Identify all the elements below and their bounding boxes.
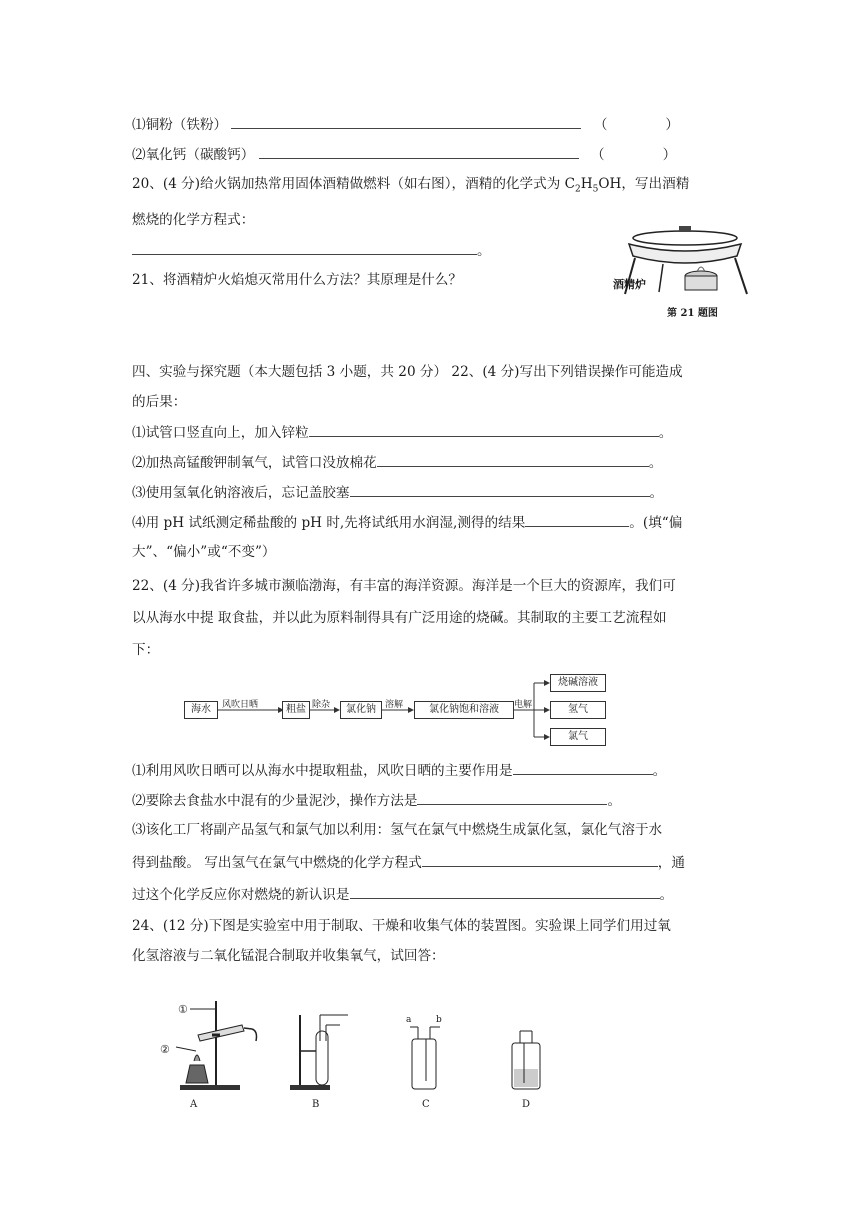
q19-item2: ⑵氧化钙（碳酸钙） （ ） — [132, 144, 676, 165]
q21-text: 21、将酒精炉火焰熄灭常用什么方法？其原理是什么？ — [132, 272, 462, 288]
flow-box-crude-salt: 粗盐 — [282, 701, 310, 719]
q24-line2: 化氢溶液与二氧化锰混合制取并收集氧气，试回答： — [132, 948, 445, 964]
flow-step-label: 溶解 — [385, 700, 404, 710]
answer-blank — [350, 884, 660, 899]
answer-blank — [525, 512, 629, 527]
q23-item3-line1: ⑶该化工厂将副产品氢气和氯气加以利用：氢气在氯气中燃烧生成氯化氢，氯化气溶于水 — [132, 822, 663, 838]
caption-C: C — [422, 1099, 430, 1110]
q20-answer-line: 。 — [132, 240, 491, 261]
section4-line1: 四、实验与探究题（本大题包括 3 小题，共 20 分） 22、(4 分)写出下列错误操作可能造成 — [132, 364, 683, 380]
marker-2: ② — [160, 1043, 170, 1056]
answer-blank — [513, 760, 653, 775]
apparatus-illustrations — [140, 995, 580, 1115]
q23-item3-line3: 过这个化学反应你对燃烧的新认识是 。 — [132, 884, 673, 905]
flow-output-hydrogen: 氢气 — [550, 701, 606, 719]
s4-item2: ⑵加热高锰酸钾制氧气，试管口没放棉花 。 — [132, 452, 662, 473]
answer-blank — [377, 452, 649, 467]
caption-B: B — [312, 1099, 320, 1110]
label-b: b — [436, 1015, 442, 1025]
flow-output-chlorine: 氯气 — [550, 728, 606, 746]
apparatus-figure — [140, 995, 580, 1115]
answer-blank — [309, 422, 659, 437]
s4-item1: ⑴试管口竖直向上，加入锌粒 。 — [132, 422, 672, 443]
flow-box-saturated-solution: 氯化钠饱和溶液 — [414, 701, 514, 719]
flow-arrows — [182, 670, 612, 750]
q23-line1: 22、(4 分)我省许多城市濒临渤海，有丰富的海洋资源。海洋是一个巨大的资源库，我们可 — [132, 578, 676, 594]
q23-item2: ⑵要除去食盐水中混有的少量泥沙，操作方法是 。 — [132, 790, 621, 811]
answer-blank — [132, 240, 477, 255]
marker-1: ① — [178, 1003, 188, 1016]
caption-A: A — [190, 1099, 198, 1110]
answer-blank — [350, 482, 650, 497]
s4-item4: ⑷用 pH 试纸测定稀盐酸的 pH 时,先将试纸用水润湿,测得的结果 。(填“偏 — [132, 512, 682, 533]
process-flow-diagram — [182, 670, 612, 750]
s4-item4-line2: 大”、“偏小”或“不变”） — [132, 544, 276, 560]
q20-line2: 燃烧的化学方程式： — [132, 212, 255, 228]
section4-line2: 的后果： — [132, 394, 187, 410]
q20-line1: 20、(4 分)给火锅加热常用固体酒精做燃料（如右图），酒精的化学式为 $C_2H_5OH$，写出酒精 — [132, 176, 690, 195]
flow-step-label: 除杂 — [312, 700, 331, 710]
answer-blank — [417, 790, 607, 805]
q24-line1: 24、(12 分)下图是实验室中用于制取、干燥和收集气体的装置图。实验课上同学们用过氧 — [132, 918, 671, 934]
q23-line3: 下： — [132, 642, 160, 658]
flow-step-label: 风吹日晒 — [222, 700, 259, 710]
flow-step-label: 电解 — [514, 700, 533, 710]
flow-output-caustic-soda: 烧碱溶液 — [550, 674, 606, 692]
answer-blank — [422, 852, 658, 867]
q23-item3-line2: 得到盐酸。 写出氢气在氯气中燃烧的化学方程式 ，通 — [132, 852, 685, 873]
q23-line2: 以从海水中提 取食盐，并以此为原料制得具有广泛用途的烧碱。其制取的主要工艺流程如 — [132, 610, 667, 626]
q23-item1: ⑴利用风吹日晒可以从海水中提取粗盐，风吹日晒的主要作用是 。 — [132, 760, 666, 781]
flow-box-seawater: 海水 — [184, 701, 218, 719]
q19-item1: ⑴铜粉（铁粉） （ ） — [132, 114, 679, 135]
answer-blank — [259, 144, 579, 159]
caption-D: D — [522, 1099, 531, 1110]
alcohol-burner-figure: 酒精炉 第 21 题图 — [605, 222, 765, 322]
flow-box-sodium-chloride: 氯化钠 — [340, 701, 382, 719]
label-a: a — [406, 1015, 412, 1025]
s4-item3: ⑶使用氢氧化钠溶液后，忘记盖胶塞 。 — [132, 482, 663, 503]
answer-blank — [231, 114, 581, 129]
